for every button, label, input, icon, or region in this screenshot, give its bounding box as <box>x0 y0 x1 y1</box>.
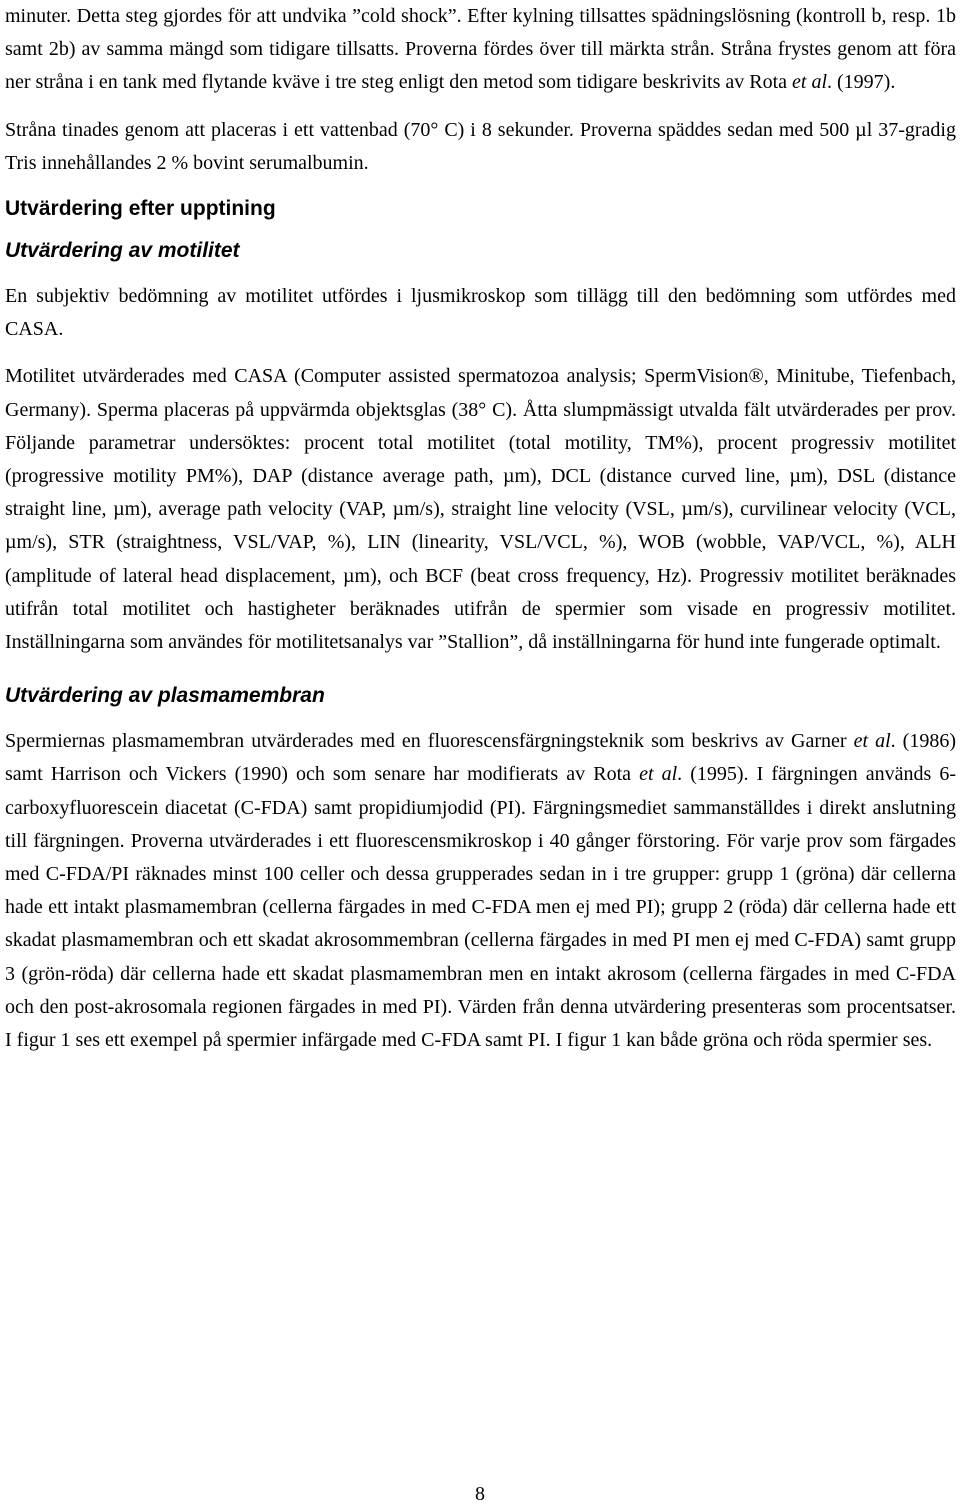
paragraph-freezing-citation: . (1997). <box>827 71 896 94</box>
paragraph-freezing-text: minuter. Detta steg gjordes för att undvika ”cold shock”. Efter kylning tillsattes spädningslösning (kontroll b, resp. 1b samt 2b) av samma mängd som tidigare tillsatts. Proverna fördes över till märkta strån. Stråna frystes genom att föra ner stråna i en tank med flytande kväve i tre steg enligt den metod som tidigare beskrivits av Rota <box>5 5 956 94</box>
paragraph-plasma-membrane-part-c: . (1995). I färgningen används 6-carboxyfluorescein diacetat (C-FDA) samt propidiumjodid (PI). Färgningsmediet sammanställdes i direkt anslutning till färgningen. Proverna utvärderades i ett fluorescensmikroskop i 40 gånger förstoring. För varje prov som färgades med C-FDA/PI räknades minst 100 celler och dessa grupperades sedan in i tre grupper: grupp 1 (gröna) där cellerna hade ett intakt plasmamembran (cellerna färgades in med C-FDA men ej med PI); grupp 2 (röda) där cellerna hade ett skadat plasmamembran och ett skadat akrosommembran (cellerna färgades in med PI men ej med C-FDA) samt grupp 3 (grön-röda) där cellerna hade ett skadat plasmamembran men en intakt akrosom (cellerna färgades in med C-FDA och den post-akrosomala regionen färgades in med PI). Värden från denna utvärdering presenteras som procentsatser. I figur 1 ses ett exempel på spermier infärgade med C-FDA samt PI. I figur 1 kan både gröna och röda spermier ses. <box>5 763 956 1052</box>
subsection-heading-plasma-membrane: Utvärdering av plasmamembran <box>5 684 325 708</box>
et-al-italic: et al <box>792 71 828 94</box>
et-al-italic: et al <box>639 763 678 786</box>
paragraph-casa: Motilitet utvärderades med CASA (Computer assisted spermatozoa analysis; SpermVision®, Minitube, Tiefenbach, Germany). Sperma placeras på uppvärmda objektsglas (38° C). Åtta slumpmässigt utvalda fält utvärderades per prov. Följande parametrar undersöktes: procent total motilitet (total motility, TM%), procent progressiv motilitet (progressive motility PM%), DAP (distance average path, µm), DCL (distance curved line, µm), DSL (distance straight line, µm), average path velocity (VAP, µm/s), straight line velocity (VSL, µm/s), curvilinear velocity (VCL, µm/s), STR (straightness, VSL/VAP, %), LIN (linearity, VSL/VCL, %), WOB (wobble, VAP/VCL, %), ALH (amplitude of lateral head displacement, µm), och BCF (beat cross frequency, Hz). Progressiv motilitet beräknades utifrån total motilitet och hastigheter beräknades utifrån de spermier som visade en progressiv motilitet. Inställningarna som användes för motilitetsanalys var ”Stallion”, då inställningarna för hund inte fungerade optimalt. <box>5 365 956 654</box>
section-heading-evaluation: Utvärdering efter upptining <box>5 197 276 221</box>
paragraph-plasma-membrane <box>5 725 956 1057</box>
subsection-heading-motility: Utvärdering av motilitet <box>5 239 240 263</box>
document-page <box>5 0 956 1057</box>
paragraph-plasma-membrane-part-a: Spermiernas plasmamembran utvärderades med en fluorescensfärgningsteknik som beskrivs av Garner <box>5 730 854 753</box>
paragraph-subjective-motility: En subjektiv bedömning av motilitet utfördes i ljusmikroskop som tillägg till den bedömning som utfördes med CASA. <box>5 285 956 341</box>
page-number: 8 <box>475 1483 485 1505</box>
paragraph-thawing: Stråna tinades genom att placeras i ett vattenbad (70° C) i 8 sekunder. Proverna späddes sedan med 500 µl 37-gradig Tris innehållandes 2 % bovint serumalbumin. <box>5 118 956 174</box>
et-al-italic: et al <box>853 730 891 753</box>
paragraph-freezing <box>5 0 956 100</box>
paragraph-plasma-membrane-part-b: . (1986) samt Harrison och Vickers (1990) och som senare har modifierats av Rota <box>5 730 956 786</box>
